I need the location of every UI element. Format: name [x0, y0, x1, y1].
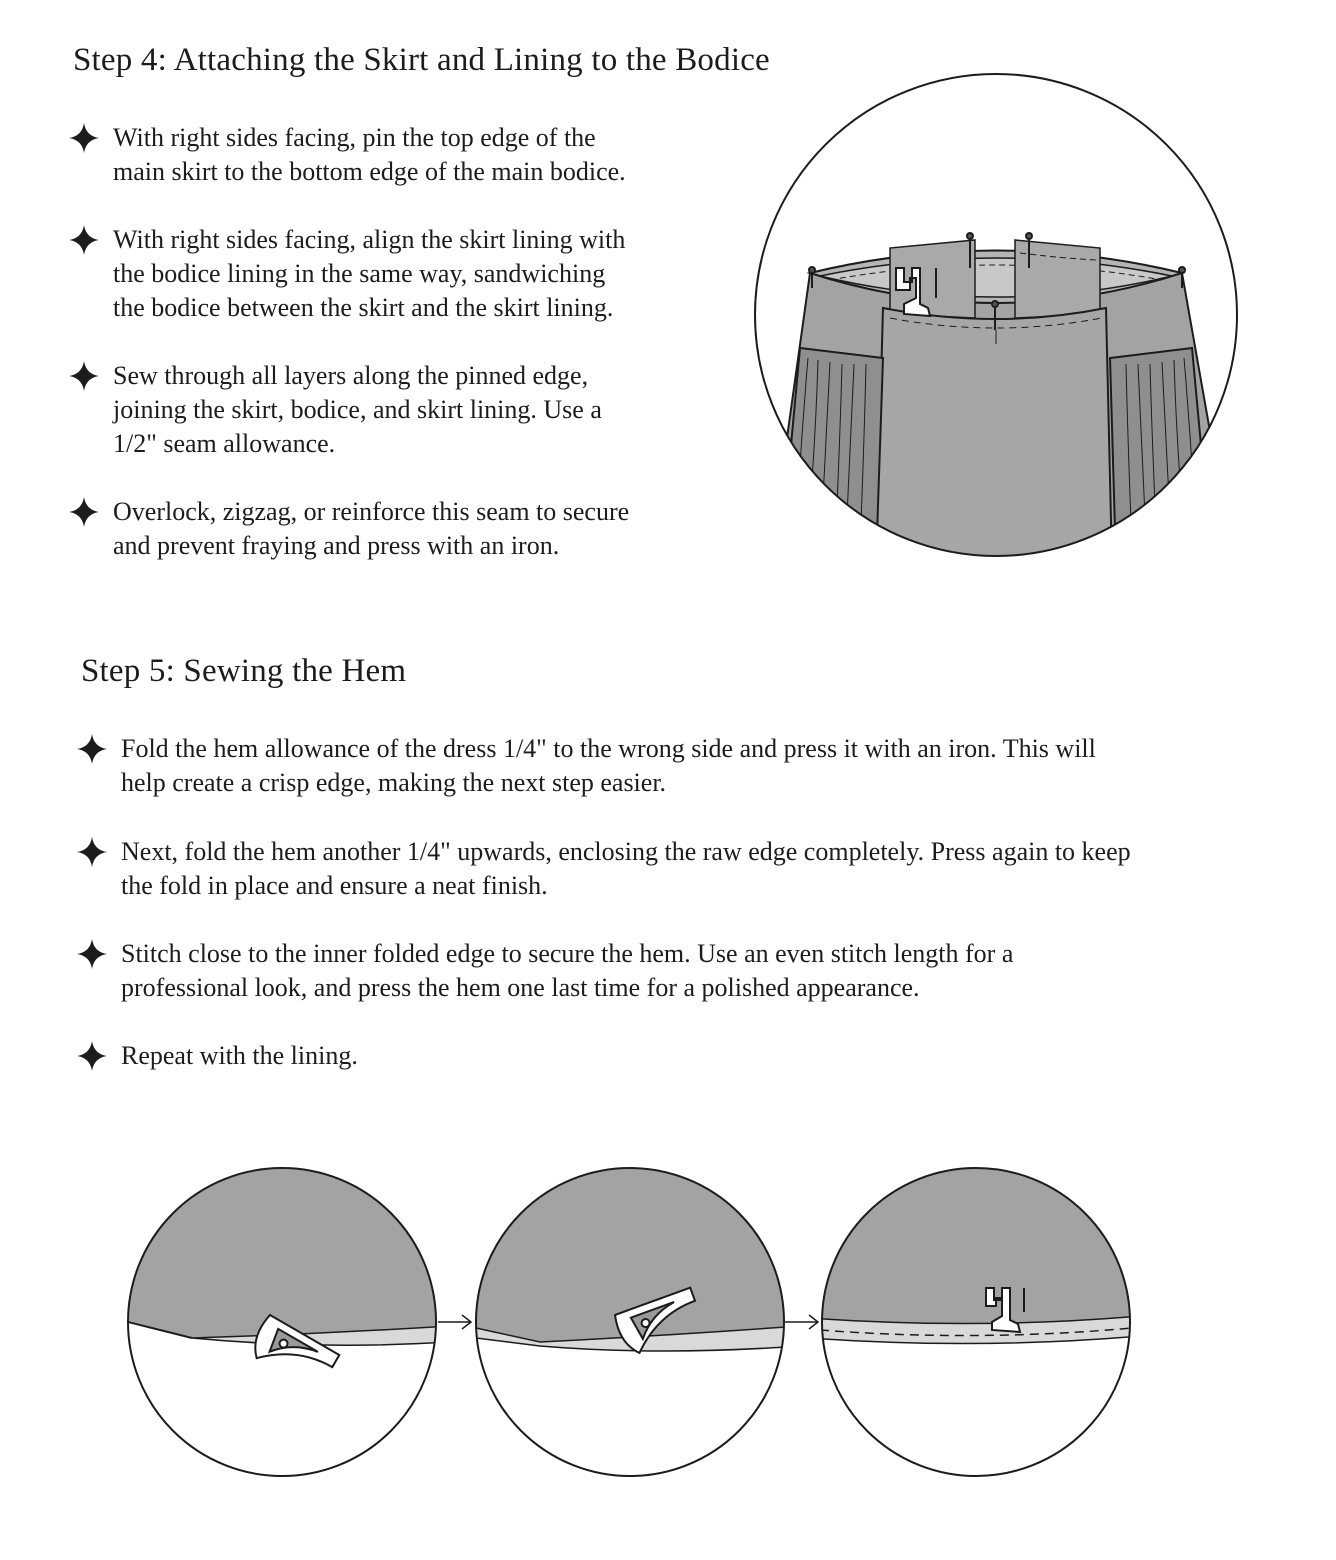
step5-item-3	[77, 937, 1013, 1005]
step4-item-1-line-1: With right sides facing, pin the top edge of the	[113, 123, 596, 152]
four-point-star-icon	[69, 225, 99, 255]
arrow-right-icon	[438, 1315, 471, 1329]
four-point-star-icon	[77, 1041, 107, 1071]
four-point-star-icon	[69, 123, 99, 153]
step4-item-2	[69, 223, 625, 325]
step5-item-4	[77, 1039, 358, 1073]
step5-item-1-line-2: help create a crisp edge, making the next step easier.	[121, 768, 667, 797]
hem-stitch-icon	[810, 1160, 1140, 1500]
four-point-star-icon	[77, 734, 107, 764]
step5-item-2-line-1: Next, fold the hem another 1/4" upwards, enclosing the raw edge completely. Press again to keep	[121, 837, 1131, 866]
step4-item-2-line-3: the bodice between the skirt and the skirt lining.	[113, 293, 614, 322]
step4-item-3-line-3: 1/2" seam allowance.	[113, 429, 336, 458]
four-point-star-icon	[69, 497, 99, 527]
step4-item-1-line-2: main skirt to the bottom edge of the main bodice.	[113, 157, 626, 186]
step4-item-2-line-1: With right sides facing, align the skirt lining with	[113, 225, 626, 254]
step5-item-3-line-2: professional look, and press the hem one last time for a polished appearance.	[121, 973, 920, 1002]
step5-item-1	[77, 732, 1096, 800]
four-point-star-icon	[69, 361, 99, 391]
step5-item-3-line-1: Stitch close to the inner folded edge to secure the hem. Use an even stitch length for a	[121, 939, 1014, 968]
step5-item-2-line-2: the fold in place and ensure a neat finish.	[121, 871, 548, 900]
step5-item-1-line-1: Fold the hem allowance of the dress 1/4" to the wrong side and press it with an iron. This will	[121, 734, 1096, 763]
step4-item-2-line-2: the bodice lining in the same way, sandwiching	[113, 259, 606, 288]
step4-item-4	[69, 495, 629, 563]
four-point-star-icon	[77, 939, 107, 969]
step4-item-4-line-1: Overlock, zigzag, or reinforce this seam to secure	[113, 497, 630, 526]
step5-heading: Step 5: Sewing the Hem	[81, 653, 407, 689]
four-point-star-icon	[77, 837, 107, 867]
step4-item-3-line-2: joining the skirt, bodice, and skirt lining. Use a	[113, 395, 602, 424]
step4-item-3	[69, 359, 602, 461]
arrow-right-icon	[785, 1315, 818, 1329]
hem-fold-press-icon	[120, 1160, 450, 1500]
hem-steps-illustration	[120, 1160, 1140, 1500]
hem-second-fold-press-icon	[460, 1160, 800, 1500]
step5-item-2	[77, 835, 1131, 903]
step4-item-4-line-2: and prevent fraying and press with an iron.	[113, 531, 560, 560]
step5-item-4-line-1: Repeat with the lining.	[121, 1041, 358, 1070]
step4-item-3-line-1: Sew through all layers along the pinned edge,	[113, 361, 589, 390]
skirt-bodice-pinning-illustration	[750, 68, 1242, 564]
step4-heading: Step 4: Attaching the Skirt and Lining to the Bodice	[73, 42, 770, 78]
step4-item-1	[69, 121, 626, 189]
